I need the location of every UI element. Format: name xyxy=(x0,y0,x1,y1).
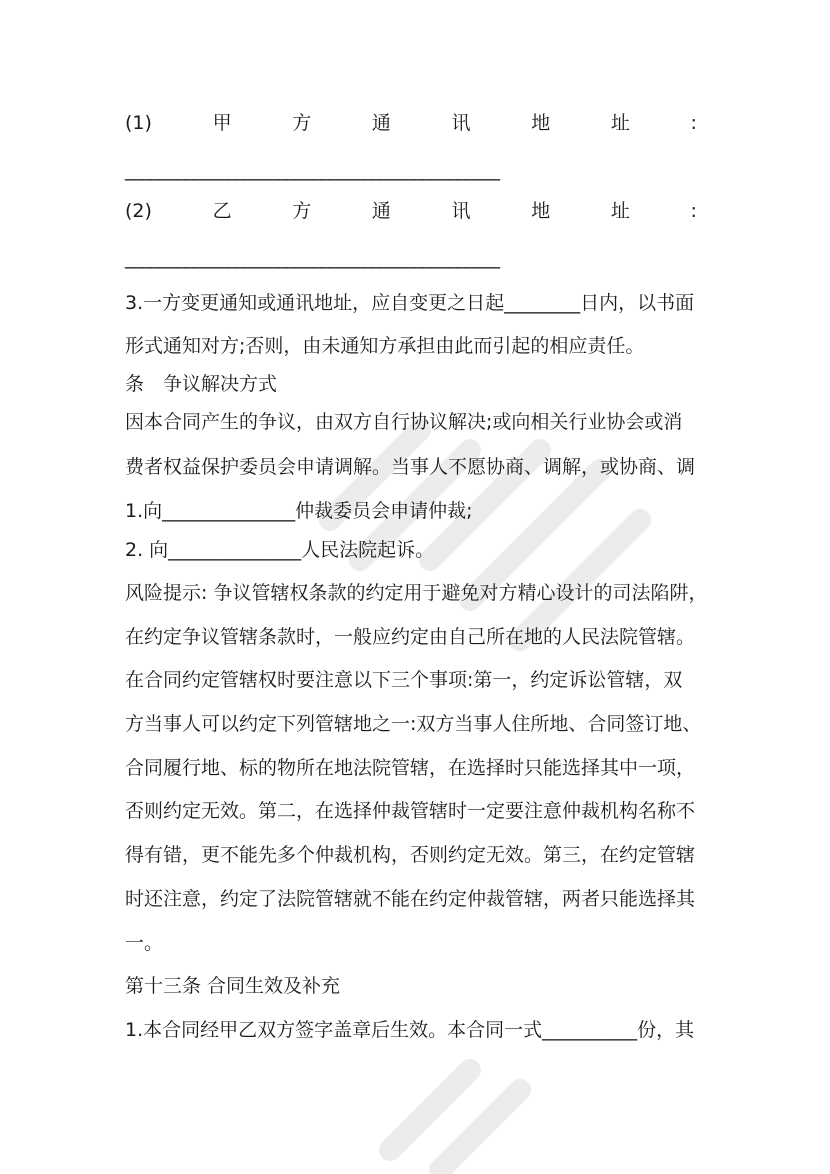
party-b-address-label xyxy=(125,196,697,226)
label-char: 方 xyxy=(292,200,312,222)
label-char: (2) xyxy=(125,200,152,222)
label-char: 址 xyxy=(610,112,630,134)
clause-3-line: 3.一方变更通知或通讯地址，应自变更之日起________日内，以书面 xyxy=(125,292,695,314)
clause-3-line: 形式通知对方;否则，由未通知方承担由此而引起的相应责任。 xyxy=(125,335,645,357)
dispute-paragraph-line: 费者权益保护委员会申请调解。当事人不愿协商、调解，或协商、调 xyxy=(125,456,696,478)
risk-notice-line: 时还注意，约定了法院管辖就不能在约定仲裁管辖，两者只能选择其 xyxy=(125,888,696,910)
party-b-address-blank: ____________________________________________ xyxy=(125,247,499,269)
risk-notice-line: 合同履行地、标的物所在地法院管辖，在选择时只能选择其中一项， xyxy=(125,757,696,779)
risk-notice-line: 得有错，更不能先多个仲裁机构，否则约定无效。第三，在约定管辖 xyxy=(125,844,696,866)
risk-notice-line: 在合同约定管辖权时要注意以下三个事项:第一，约定诉讼管辖，双 xyxy=(125,669,683,691)
risk-notice-line: 一。 xyxy=(125,932,164,954)
label-char: 地 xyxy=(531,200,551,222)
label-char: (1) xyxy=(125,112,152,134)
label-char: 址 xyxy=(610,200,630,222)
dispute-paragraph-line: 因本合同产生的争议，由双方自行协议解决;或向相关行业协会或消 xyxy=(125,411,683,433)
label-char: 乙 xyxy=(212,200,232,222)
risk-notice-line: 风险提示: 争议管辖权条款的约定用于避免对方精心设计的司法陷阱， xyxy=(125,582,708,604)
party-a-address-blank: ____________________________________________ xyxy=(125,159,499,181)
dispute-option-arbitration: 1.向______________仲裁委员会申请仲裁; xyxy=(125,500,473,522)
label-char: 通 xyxy=(371,200,391,222)
label-char: 讯 xyxy=(451,112,471,134)
label-char: 通 xyxy=(371,112,391,134)
document-body xyxy=(125,108,710,1045)
label-char: 甲 xyxy=(212,112,232,134)
party-a-address-label xyxy=(125,108,697,138)
dispute-option-court: 2. 向______________人民法院起诉。 xyxy=(125,539,435,561)
article-13-line: 1.本合同经甲乙双方签字盖章后生效。本合同一式__________份，其 xyxy=(125,1019,695,1041)
label-char: 地 xyxy=(531,112,551,134)
label-char: 方 xyxy=(292,112,312,134)
dispute-heading: 条 争议解决方式 xyxy=(125,373,278,395)
label-char: 讯 xyxy=(451,200,471,222)
label-char: : xyxy=(690,200,697,222)
risk-notice-line: 方当事人可以约定下列管辖地之一:双方当事人住所地、合同签订地、 xyxy=(125,713,702,735)
risk-notice-line: 在约定争议管辖条款时，一般应约定由自己所在地的人民法院管辖。 xyxy=(125,626,696,648)
article-13-heading: 第十三条 合同生效及补充 xyxy=(125,975,341,997)
label-char: : xyxy=(690,112,697,134)
risk-notice-line: 否则约定无效。第二，在选择仲裁管辖时一定要注意仲裁机构名称不 xyxy=(125,800,696,822)
